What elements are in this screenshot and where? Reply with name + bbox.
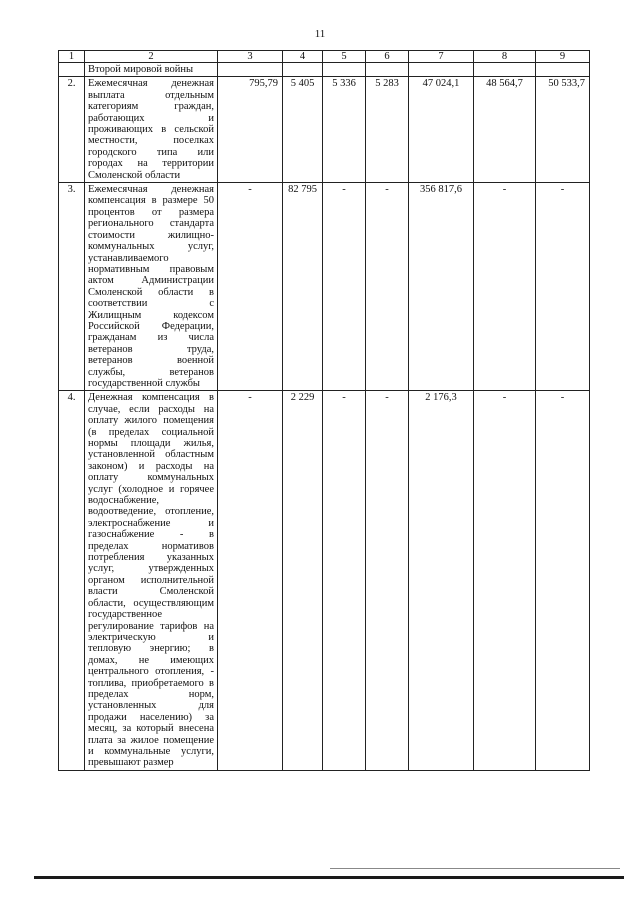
continuation-num-cell (59, 63, 85, 77)
header-cell: 7 (409, 51, 474, 63)
description-line: Ежемесячная денежная (88, 184, 214, 196)
description-line: (в пределах социальной (88, 426, 214, 438)
description-line: пределах норм, (88, 688, 214, 700)
header-cell: 5 (323, 51, 366, 63)
description-line: нормы площади жилья, (88, 438, 214, 449)
table-row (59, 183, 590, 391)
description-line: Жилищным кодексом (88, 309, 214, 321)
description-line: области, осуществляющим (88, 597, 214, 609)
description-line: процентов от размера (88, 206, 214, 218)
description-line: работающих и (88, 112, 214, 124)
description-line: Российской Федерации, (88, 320, 214, 332)
empty-cell (366, 63, 409, 77)
value-cell: - (474, 183, 536, 391)
value-cell: - (536, 391, 590, 770)
table-row (59, 391, 590, 770)
empty-cell (474, 63, 536, 77)
description-line: государственной службы (88, 377, 200, 389)
description-line: месяц, за который внесена (88, 723, 214, 735)
footer-thick-rule (34, 876, 624, 879)
row-number: 2. (59, 77, 85, 183)
header-cell: 3 (218, 51, 283, 63)
description-line: плата за жилое помещение (88, 734, 214, 746)
row-description (85, 391, 218, 770)
description-line: актом Администрации (88, 275, 214, 287)
description-line: проживающих в сельской (88, 124, 214, 136)
value-cell: - (323, 183, 366, 391)
row-number: 4. (59, 391, 85, 770)
description-line: случае, если расходы на (88, 403, 214, 415)
value-cell: - (536, 183, 590, 391)
description-line: выплата отдельным (88, 89, 214, 101)
value-cell: 48 564,7 (474, 77, 536, 183)
description-line: водоотведение, отопление, (88, 506, 214, 518)
description-line: коммунальных услуг, (88, 241, 214, 253)
header-cell: 4 (283, 51, 323, 63)
table-body (59, 51, 590, 771)
description-line: электроснабжение и (88, 517, 214, 529)
description-line: стоимости жилищно- (88, 229, 214, 241)
description-line: превышают размер (88, 757, 174, 769)
description-line: топлива, приобретаемого в (88, 677, 214, 689)
description-line: ветеранов военной (88, 355, 214, 367)
value-cell: 5 336 (323, 77, 366, 183)
description-line: Смоленской области (88, 169, 181, 181)
description-line: установленной областным (88, 449, 214, 461)
value-cell: 2 176,3 (409, 391, 474, 770)
description-line: продажи населению) за (88, 711, 214, 723)
description-line: государственное (88, 609, 163, 621)
description-line: услуг, утвержденных (88, 563, 214, 575)
budget-table (58, 50, 590, 771)
description-line: службы, ветеранов (88, 366, 214, 378)
description-line: нормативным правовым (88, 263, 214, 275)
value-cell: 50 533,7 (536, 77, 590, 183)
empty-cell (323, 63, 366, 77)
value-cell: - (323, 391, 366, 770)
description-line: законом) и расходы на (88, 460, 214, 472)
description-line: оплату коммунальных (88, 472, 214, 484)
empty-cell (409, 63, 474, 77)
description-line: категориям граждан, (88, 101, 214, 113)
description-line: тепловую энергию; в (88, 643, 214, 655)
description-line: пределах нормативов (88, 540, 214, 552)
description-line: электрическую и (88, 631, 214, 643)
continuation-row (59, 63, 590, 77)
header-cell: 8 (474, 51, 536, 63)
description-line: городского типа или (88, 146, 214, 158)
description-line: Денежная компенсация в (88, 392, 214, 404)
description-line: домах, не имеющих (88, 654, 214, 666)
header-row (59, 51, 590, 63)
description-line: Смоленской области в (88, 286, 214, 298)
description-line: газоснабжение - в (88, 529, 214, 541)
description-line: местности, поселках (88, 135, 214, 147)
value-cell: - (474, 391, 536, 770)
description-line: городах на территории (88, 158, 214, 170)
row-number: 3. (59, 183, 85, 391)
value-cell: - (218, 183, 283, 391)
continuation-text: Второй мировой войны (85, 63, 218, 77)
description-line: установленных для (88, 700, 214, 712)
header-cell: 1 (59, 51, 85, 63)
value-cell: 795,79 (218, 77, 283, 183)
description-line: регулирование тарифов на (88, 620, 214, 632)
value-cell: 2 229 (283, 391, 323, 770)
empty-cell (283, 63, 323, 77)
header-cell: 2 (85, 51, 218, 63)
row-description (85, 77, 218, 183)
description-line: оплату жилого помещения (88, 415, 214, 427)
table-row (59, 77, 590, 183)
description-line: услуг (холодное и горячее (88, 483, 214, 495)
description-line: гражданам из числа (88, 332, 214, 344)
description-line: и коммунальные услуги, (88, 745, 214, 757)
empty-cell (536, 63, 590, 77)
value-cell: - (366, 391, 409, 770)
description-line: устанавливаемого (88, 252, 169, 264)
footer-thin-rule (330, 868, 620, 869)
description-line: органом исполнительной (88, 574, 214, 586)
description-line: власти Смоленской (88, 586, 214, 598)
value-cell: 356 817,6 (409, 183, 474, 391)
description-line: Ежемесячная денежная (88, 78, 214, 90)
value-cell: 82 795 (283, 183, 323, 391)
empty-cell (218, 63, 283, 77)
value-cell: 5 405 (283, 77, 323, 183)
value-cell: 5 283 (366, 77, 409, 183)
description-line: ветеранов труда, (88, 343, 214, 355)
description-line: регионального стандарта (88, 218, 214, 230)
description-line: водоснабжение, (88, 495, 160, 507)
description-line: потребления указанных (88, 552, 214, 564)
description-line: соответствии с (88, 298, 214, 310)
description-line: центрального отопления, - (88, 666, 214, 678)
page-number: 11 (314, 28, 326, 40)
row-description (85, 183, 218, 391)
value-cell: 47 024,1 (409, 77, 474, 183)
value-cell: - (366, 183, 409, 391)
description-line: компенсация в размере 50 (88, 195, 214, 207)
value-cell: - (218, 391, 283, 770)
header-cell: 6 (366, 51, 409, 63)
header-cell: 9 (536, 51, 590, 63)
